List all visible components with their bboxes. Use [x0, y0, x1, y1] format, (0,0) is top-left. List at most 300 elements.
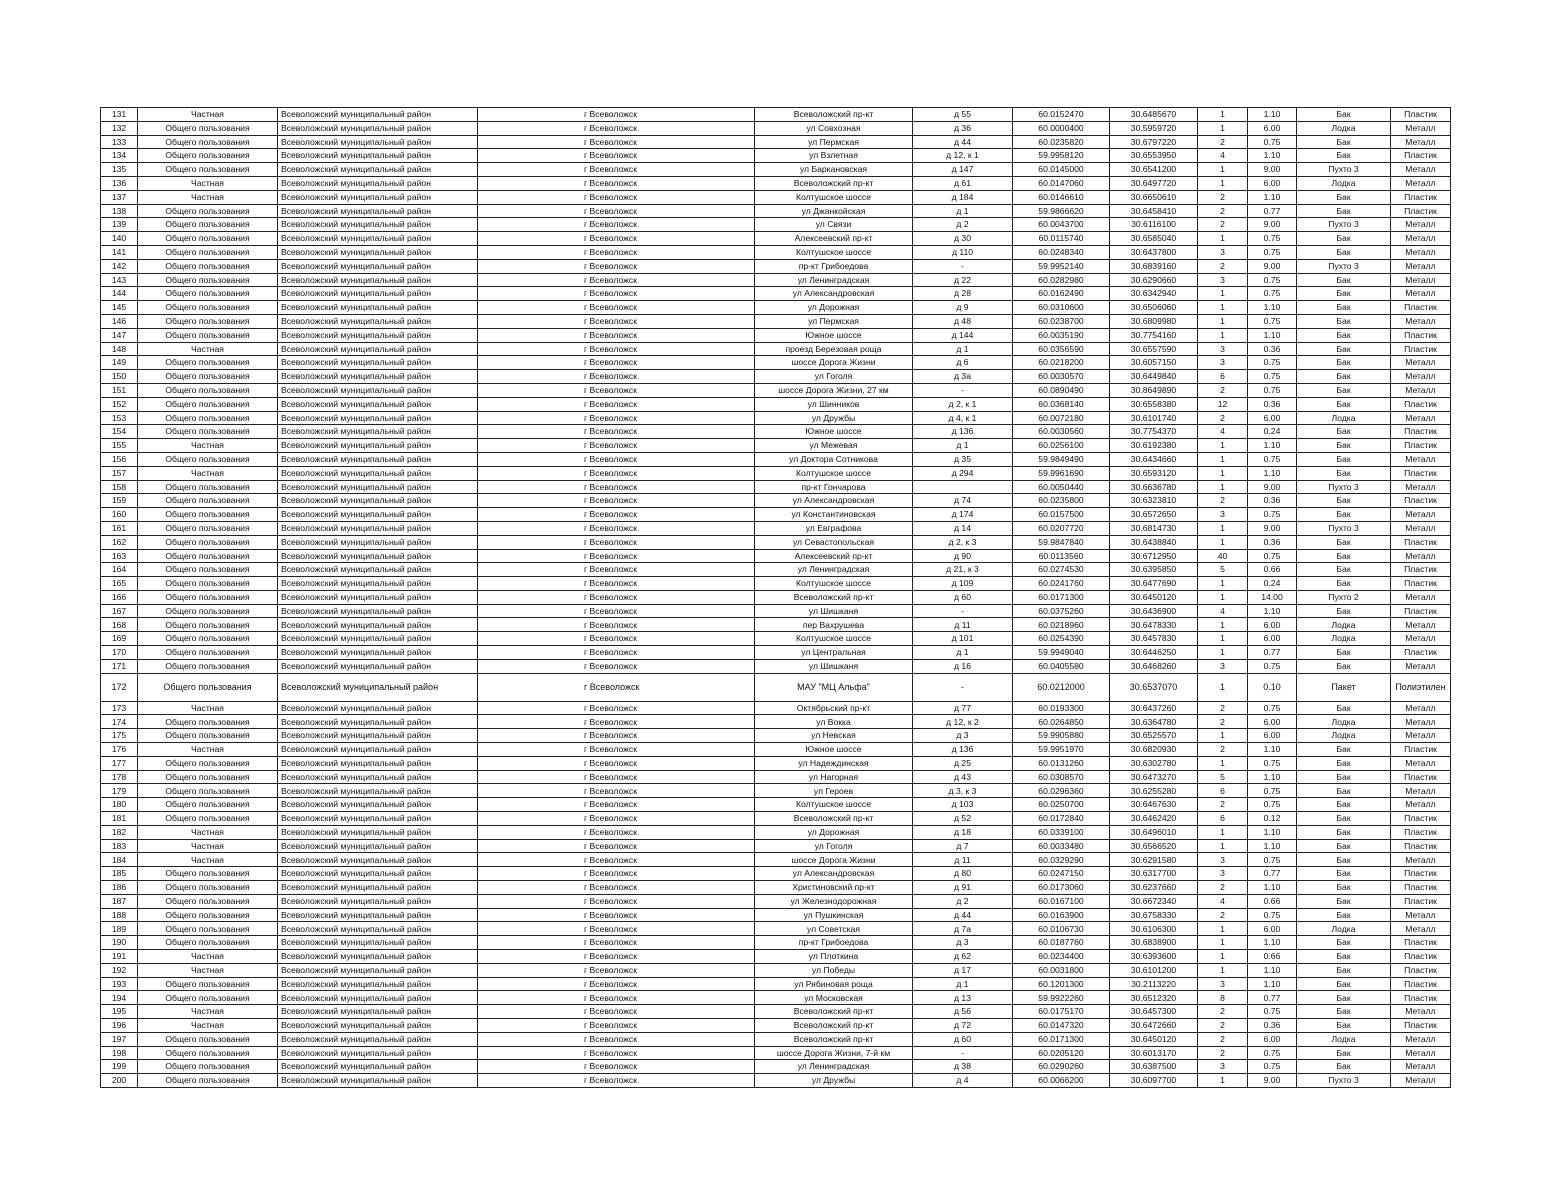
- usage-type-cell: Общего пользования: [138, 259, 278, 273]
- district-cell: Всеволожский муниципальный район: [278, 549, 478, 563]
- container-type-cell: Бак: [1297, 659, 1391, 673]
- usage-type-cell: Общего пользования: [138, 590, 278, 604]
- house-cell: д 174: [913, 508, 1013, 522]
- material-cell: Металл: [1391, 452, 1451, 466]
- container-type-cell: Пухто 3: [1297, 521, 1391, 535]
- table-row: [101, 701, 1451, 715]
- volume-cell: 1.10: [1248, 149, 1297, 163]
- longitude-cell: 30.7754160: [1110, 328, 1198, 342]
- table-row: [101, 950, 1451, 964]
- table-row: [101, 121, 1451, 135]
- city-cell: г Всеволожск: [478, 770, 755, 784]
- material-cell: Пластик: [1391, 743, 1451, 757]
- volume-cell: 1.10: [1248, 743, 1297, 757]
- count-cell: 1: [1198, 950, 1248, 964]
- longitude-cell: 30.6814730: [1110, 521, 1198, 535]
- street-cell: ул Дружбы: [755, 1074, 913, 1088]
- count-cell: 1: [1198, 314, 1248, 328]
- count-cell: 2: [1198, 881, 1248, 895]
- container-type-cell: Бак: [1297, 108, 1391, 122]
- city-cell: г Всеволожск: [478, 176, 755, 190]
- volume-cell: 0.77: [1248, 991, 1297, 1005]
- city-cell: г Всеволожск: [478, 729, 755, 743]
- latitude-cell: 60.0205120: [1013, 1046, 1110, 1060]
- count-cell: 3: [1198, 273, 1248, 287]
- city-cell: г Всеволожск: [478, 397, 755, 411]
- city-cell: г Всеволожск: [478, 963, 755, 977]
- material-cell: Пластик: [1391, 825, 1451, 839]
- longitude-cell: 30.6809980: [1110, 314, 1198, 328]
- house-cell: д 18: [913, 825, 1013, 839]
- latitude-cell: 59.9866620: [1013, 204, 1110, 218]
- usage-type-cell: Общего пользования: [138, 301, 278, 315]
- table-row: [101, 963, 1451, 977]
- city-cell: г Всеволожск: [478, 301, 755, 315]
- latitude-cell: 59.9952140: [1013, 259, 1110, 273]
- district-cell: Всеволожский муниципальный район: [278, 1060, 478, 1074]
- district-cell: Всеволожский муниципальный район: [278, 743, 478, 757]
- row-number-cell: 199: [101, 1060, 138, 1074]
- row-number-cell: 135: [101, 163, 138, 177]
- house-cell: д 80: [913, 867, 1013, 881]
- volume-cell: 1.10: [1248, 466, 1297, 480]
- material-cell: Металл: [1391, 659, 1451, 673]
- usage-type-cell: Общего пользования: [138, 163, 278, 177]
- longitude-cell: 30.6496010: [1110, 825, 1198, 839]
- usage-type-cell: Общего пользования: [138, 521, 278, 535]
- count-cell: 1: [1198, 1074, 1248, 1088]
- volume-cell: 0.75: [1248, 798, 1297, 812]
- usage-type-cell: Частная: [138, 190, 278, 204]
- table-row: [101, 798, 1451, 812]
- latitude-cell: 60.0218960: [1013, 618, 1110, 632]
- usage-type-cell: Общего пользования: [138, 1074, 278, 1088]
- volume-cell: 9.00: [1248, 163, 1297, 177]
- latitude-cell: 60.0030570: [1013, 370, 1110, 384]
- material-cell: Металл: [1391, 853, 1451, 867]
- district-cell: Всеволожский муниципальный район: [278, 950, 478, 964]
- volume-cell: 1.10: [1248, 108, 1297, 122]
- house-cell: д 28: [913, 287, 1013, 301]
- longitude-cell: 30.6013170: [1110, 1046, 1198, 1060]
- row-number-cell: 154: [101, 425, 138, 439]
- row-number-cell: 196: [101, 1019, 138, 1033]
- usage-type-cell: Частная: [138, 439, 278, 453]
- table-row: [101, 452, 1451, 466]
- district-cell: Всеволожский муниципальный район: [278, 494, 478, 508]
- house-cell: д 3: [913, 729, 1013, 743]
- street-cell: ул Ленинградская: [755, 1060, 913, 1074]
- count-cell: 2: [1198, 715, 1248, 729]
- street-cell: ул Шишканя: [755, 604, 913, 618]
- row-number-cell: 149: [101, 356, 138, 370]
- longitude-cell: 30.6116100: [1110, 218, 1198, 232]
- count-cell: 1: [1198, 452, 1248, 466]
- district-cell: Всеволожский муниципальный район: [278, 881, 478, 895]
- container-type-cell: Лодка: [1297, 1032, 1391, 1046]
- row-number-cell: 176: [101, 743, 138, 757]
- count-cell: 12: [1198, 397, 1248, 411]
- container-type-cell: Бак: [1297, 646, 1391, 660]
- table-row: [101, 397, 1451, 411]
- material-cell: Металл: [1391, 411, 1451, 425]
- count-cell: 2: [1198, 204, 1248, 218]
- city-cell: г Всеволожск: [478, 632, 755, 646]
- volume-cell: 1.10: [1248, 604, 1297, 618]
- district-cell: Всеволожский муниципальный район: [278, 577, 478, 591]
- volume-cell: 0.75: [1248, 756, 1297, 770]
- district-cell: Всеволожский муниципальный район: [278, 632, 478, 646]
- city-cell: г Всеволожск: [478, 121, 755, 135]
- city-cell: г Всеволожск: [478, 494, 755, 508]
- material-cell: Металл: [1391, 163, 1451, 177]
- material-cell: Металл: [1391, 273, 1451, 287]
- city-cell: г Всеволожск: [478, 480, 755, 494]
- city-cell: г Всеволожск: [478, 1060, 755, 1074]
- street-cell: ул Джанкойская: [755, 204, 913, 218]
- row-number-cell: 148: [101, 342, 138, 356]
- street-cell: Колтушское шоссе: [755, 190, 913, 204]
- house-cell: д 2: [913, 894, 1013, 908]
- city-cell: г Всеволожск: [478, 577, 755, 591]
- district-cell: Всеволожский муниципальный район: [278, 480, 478, 494]
- table-row: [101, 439, 1451, 453]
- city-cell: г Всеволожск: [478, 743, 755, 757]
- house-cell: д 1: [913, 439, 1013, 453]
- volume-cell: 0.36: [1248, 1019, 1297, 1033]
- volume-cell: 9.00: [1248, 218, 1297, 232]
- latitude-cell: 59.9958120: [1013, 149, 1110, 163]
- district-cell: Всеволожский муниципальный район: [278, 729, 478, 743]
- house-cell: д 1: [913, 342, 1013, 356]
- material-cell: Полиэтилен: [1391, 673, 1451, 701]
- material-cell: Металл: [1391, 756, 1451, 770]
- house-cell: д 3: [913, 936, 1013, 950]
- table-row: [101, 853, 1451, 867]
- row-number-cell: 157: [101, 466, 138, 480]
- latitude-cell: 60.0171300: [1013, 1032, 1110, 1046]
- table-row: [101, 632, 1451, 646]
- usage-type-cell: Общего пользования: [138, 535, 278, 549]
- street-cell: Колтушское шоссе: [755, 466, 913, 480]
- street-cell: шоссе Дорога Жизни: [755, 356, 913, 370]
- table-row: [101, 535, 1451, 549]
- district-cell: Всеволожский муниципальный район: [278, 908, 478, 922]
- district-cell: Всеволожский муниципальный район: [278, 314, 478, 328]
- district-cell: Всеволожский муниципальный район: [278, 936, 478, 950]
- row-number-cell: 200: [101, 1074, 138, 1088]
- material-cell: Пластик: [1391, 108, 1451, 122]
- district-cell: Всеволожский муниципальный район: [278, 867, 478, 881]
- volume-cell: 0.66: [1248, 950, 1297, 964]
- container-type-cell: Бак: [1297, 342, 1391, 356]
- latitude-cell: 59.9922260: [1013, 991, 1110, 1005]
- table-row: [101, 1046, 1451, 1060]
- material-cell: Пластик: [1391, 963, 1451, 977]
- container-type-cell: Бак: [1297, 991, 1391, 1005]
- row-number-cell: 189: [101, 922, 138, 936]
- street-cell: ул Пермская: [755, 135, 913, 149]
- count-cell: 6: [1198, 784, 1248, 798]
- latitude-cell: 60.0066200: [1013, 1074, 1110, 1088]
- district-cell: Всеволожский муниципальный район: [278, 770, 478, 784]
- volume-cell: 0.75: [1248, 853, 1297, 867]
- street-cell: ул Пермская: [755, 314, 913, 328]
- latitude-cell: 60.0113560: [1013, 549, 1110, 563]
- latitude-cell: 60.0247150: [1013, 867, 1110, 881]
- latitude-cell: 60.0238700: [1013, 314, 1110, 328]
- row-number-cell: 182: [101, 825, 138, 839]
- usage-type-cell: Общего пользования: [138, 328, 278, 342]
- street-cell: ул Рябиновая роща: [755, 977, 913, 991]
- district-cell: Всеволожский муниципальный район: [278, 190, 478, 204]
- district-cell: Всеволожский муниципальный район: [278, 618, 478, 632]
- table-row: [101, 273, 1451, 287]
- material-cell: Пластик: [1391, 342, 1451, 356]
- material-cell: Пластик: [1391, 894, 1451, 908]
- usage-type-cell: Общего пользования: [138, 715, 278, 729]
- row-number-cell: 161: [101, 521, 138, 535]
- district-cell: Всеволожский муниципальный район: [278, 535, 478, 549]
- latitude-cell: 60.0193300: [1013, 701, 1110, 715]
- volume-cell: 0.66: [1248, 894, 1297, 908]
- row-number-cell: 141: [101, 245, 138, 259]
- volume-cell: 14.00: [1248, 590, 1297, 604]
- row-number-cell: 183: [101, 839, 138, 853]
- street-cell: ул Баркановская: [755, 163, 913, 177]
- latitude-cell: 60.0310600: [1013, 301, 1110, 315]
- count-cell: 5: [1198, 770, 1248, 784]
- house-cell: д 77: [913, 701, 1013, 715]
- container-type-cell: Бак: [1297, 494, 1391, 508]
- usage-type-cell: Общего пользования: [138, 1046, 278, 1060]
- street-cell: пр-кт Гончарова: [755, 480, 913, 494]
- house-cell: д 17: [913, 963, 1013, 977]
- count-cell: 2: [1198, 494, 1248, 508]
- material-cell: Пластик: [1391, 991, 1451, 1005]
- longitude-cell: 30.6797220: [1110, 135, 1198, 149]
- usage-type-cell: Общего пользования: [138, 273, 278, 287]
- material-cell: Металл: [1391, 922, 1451, 936]
- container-type-cell: Пухто 3: [1297, 163, 1391, 177]
- material-cell: Пластик: [1391, 466, 1451, 480]
- latitude-cell: 60.0035190: [1013, 328, 1110, 342]
- district-cell: Всеволожский муниципальный район: [278, 839, 478, 853]
- latitude-cell: 60.0207720: [1013, 521, 1110, 535]
- house-cell: д 52: [913, 812, 1013, 826]
- volume-cell: 6.00: [1248, 618, 1297, 632]
- latitude-cell: 60.0033480: [1013, 839, 1110, 853]
- row-number-cell: 178: [101, 770, 138, 784]
- volume-cell: 0.75: [1248, 370, 1297, 384]
- street-cell: ул Александровская: [755, 494, 913, 508]
- row-number-cell: 187: [101, 894, 138, 908]
- count-cell: 1: [1198, 439, 1248, 453]
- container-type-cell: Бак: [1297, 508, 1391, 522]
- usage-type-cell: Частная: [138, 701, 278, 715]
- table-row: [101, 908, 1451, 922]
- district-cell: Всеволожский муниципальный район: [278, 715, 478, 729]
- count-cell: 1: [1198, 108, 1248, 122]
- volume-cell: 6.00: [1248, 632, 1297, 646]
- street-cell: ул Александровская: [755, 867, 913, 881]
- district-cell: Всеволожский муниципальный район: [278, 328, 478, 342]
- volume-cell: 0.36: [1248, 342, 1297, 356]
- container-type-cell: Бак: [1297, 839, 1391, 853]
- count-cell: 3: [1198, 867, 1248, 881]
- material-cell: Металл: [1391, 383, 1451, 397]
- latitude-cell: 60.0339100: [1013, 825, 1110, 839]
- container-type-cell: Бак: [1297, 425, 1391, 439]
- longitude-cell: 30.6672340: [1110, 894, 1198, 908]
- volume-cell: 6.00: [1248, 1032, 1297, 1046]
- house-cell: д 11: [913, 853, 1013, 867]
- house-cell: д 147: [913, 163, 1013, 177]
- house-cell: д 9: [913, 301, 1013, 315]
- count-cell: 1: [1198, 328, 1248, 342]
- volume-cell: 0.75: [1248, 232, 1297, 246]
- longitude-cell: 30.6557590: [1110, 342, 1198, 356]
- table-row: [101, 922, 1451, 936]
- latitude-cell: 60.0890490: [1013, 383, 1110, 397]
- row-number-cell: 175: [101, 729, 138, 743]
- material-cell: Металл: [1391, 632, 1451, 646]
- container-type-cell: Пакет: [1297, 673, 1391, 701]
- city-cell: г Всеволожск: [478, 839, 755, 853]
- usage-type-cell: Общего пользования: [138, 632, 278, 646]
- longitude-cell: 30.6101740: [1110, 411, 1198, 425]
- table-row: [101, 521, 1451, 535]
- count-cell: 1: [1198, 466, 1248, 480]
- house-cell: д 55: [913, 108, 1013, 122]
- usage-type-cell: Частная: [138, 825, 278, 839]
- house-cell: д 91: [913, 881, 1013, 895]
- longitude-cell: 30.6255280: [1110, 784, 1198, 798]
- usage-type-cell: Частная: [138, 1019, 278, 1033]
- count-cell: 1: [1198, 922, 1248, 936]
- row-number-cell: 172: [101, 673, 138, 701]
- usage-type-cell: Общего пользования: [138, 314, 278, 328]
- volume-cell: 6.00: [1248, 411, 1297, 425]
- longitude-cell: 30.2113220: [1110, 977, 1198, 991]
- street-cell: шоссе Дорога Жизни: [755, 853, 913, 867]
- street-cell: ул Севастопольская: [755, 535, 913, 549]
- city-cell: г Всеволожск: [478, 894, 755, 908]
- street-cell: ул Гоголя: [755, 370, 913, 384]
- street-cell: ул Дорожная: [755, 301, 913, 315]
- usage-type-cell: Общего пользования: [138, 508, 278, 522]
- longitude-cell: 30.6106300: [1110, 922, 1198, 936]
- street-cell: ул Шинников: [755, 397, 913, 411]
- material-cell: Металл: [1391, 314, 1451, 328]
- table-body: [101, 108, 1451, 1088]
- count-cell: 6: [1198, 370, 1248, 384]
- longitude-cell: 30.6650610: [1110, 190, 1198, 204]
- container-type-cell: Бак: [1297, 577, 1391, 591]
- house-cell: д 22: [913, 273, 1013, 287]
- table-row: [101, 894, 1451, 908]
- latitude-cell: 59.9961690: [1013, 466, 1110, 480]
- city-cell: г Всеволожск: [478, 950, 755, 964]
- count-cell: 2: [1198, 1046, 1248, 1060]
- usage-type-cell: Общего пользования: [138, 673, 278, 701]
- district-cell: Всеволожский муниципальный район: [278, 756, 478, 770]
- latitude-cell: 60.0146610: [1013, 190, 1110, 204]
- table-row: [101, 259, 1451, 273]
- district-cell: Всеволожский муниципальный район: [278, 439, 478, 453]
- longitude-cell: 30.6101200: [1110, 963, 1198, 977]
- material-cell: Металл: [1391, 549, 1451, 563]
- table-row: [101, 494, 1451, 508]
- city-cell: г Всеволожск: [478, 314, 755, 328]
- district-cell: Всеволожский муниципальный район: [278, 204, 478, 218]
- latitude-cell: 60.0248340: [1013, 245, 1110, 259]
- container-type-cell: Бак: [1297, 950, 1391, 964]
- volume-cell: 0.77: [1248, 867, 1297, 881]
- volume-cell: 0.75: [1248, 135, 1297, 149]
- table-row: [101, 659, 1451, 673]
- latitude-cell: 60.0172840: [1013, 812, 1110, 826]
- longitude-cell: 30.6290660: [1110, 273, 1198, 287]
- longitude-cell: 30.6457300: [1110, 1005, 1198, 1019]
- district-cell: Всеволожский муниципальный район: [278, 825, 478, 839]
- container-type-cell: Лодка: [1297, 411, 1391, 425]
- usage-type-cell: Общего пользования: [138, 425, 278, 439]
- district-cell: Всеволожский муниципальный район: [278, 232, 478, 246]
- material-cell: Пластик: [1391, 839, 1451, 853]
- longitude-cell: 30.6462420: [1110, 812, 1198, 826]
- row-number-cell: 186: [101, 881, 138, 895]
- city-cell: г Всеволожск: [478, 881, 755, 895]
- material-cell: Металл: [1391, 521, 1451, 535]
- row-number-cell: 159: [101, 494, 138, 508]
- usage-type-cell: Общего пользования: [138, 894, 278, 908]
- row-number-cell: 179: [101, 784, 138, 798]
- city-cell: г Всеволожск: [478, 991, 755, 1005]
- row-number-cell: 137: [101, 190, 138, 204]
- container-type-cell: Бак: [1297, 1046, 1391, 1060]
- longitude-cell: 30.6839160: [1110, 259, 1198, 273]
- table-row: [101, 411, 1451, 425]
- row-number-cell: 138: [101, 204, 138, 218]
- district-cell: Всеволожский муниципальный район: [278, 259, 478, 273]
- row-number-cell: 144: [101, 287, 138, 301]
- count-cell: 1: [1198, 936, 1248, 950]
- count-cell: 1: [1198, 577, 1248, 591]
- container-type-cell: Пухто 3: [1297, 1074, 1391, 1088]
- count-cell: 3: [1198, 659, 1248, 673]
- container-type-cell: Бак: [1297, 881, 1391, 895]
- table-row: [101, 301, 1451, 315]
- material-cell: Пластик: [1391, 950, 1451, 964]
- longitude-cell: 30.6485670: [1110, 108, 1198, 122]
- table-row: [101, 204, 1451, 218]
- district-cell: Всеволожский муниципальный район: [278, 370, 478, 384]
- count-cell: 2: [1198, 259, 1248, 273]
- count-cell: 1: [1198, 646, 1248, 660]
- volume-cell: 0.75: [1248, 508, 1297, 522]
- table-row: [101, 604, 1451, 618]
- street-cell: шоссе Дорога Жизни, 27 км: [755, 383, 913, 397]
- table-row: [101, 149, 1451, 163]
- street-cell: Алексеевский пр-кт: [755, 549, 913, 563]
- count-cell: 1: [1198, 618, 1248, 632]
- usage-type-cell: Общего пользования: [138, 1060, 278, 1074]
- container-type-cell: Бак: [1297, 867, 1391, 881]
- street-cell: ул Московская: [755, 991, 913, 1005]
- city-cell: г Всеволожск: [478, 149, 755, 163]
- row-number-cell: 197: [101, 1032, 138, 1046]
